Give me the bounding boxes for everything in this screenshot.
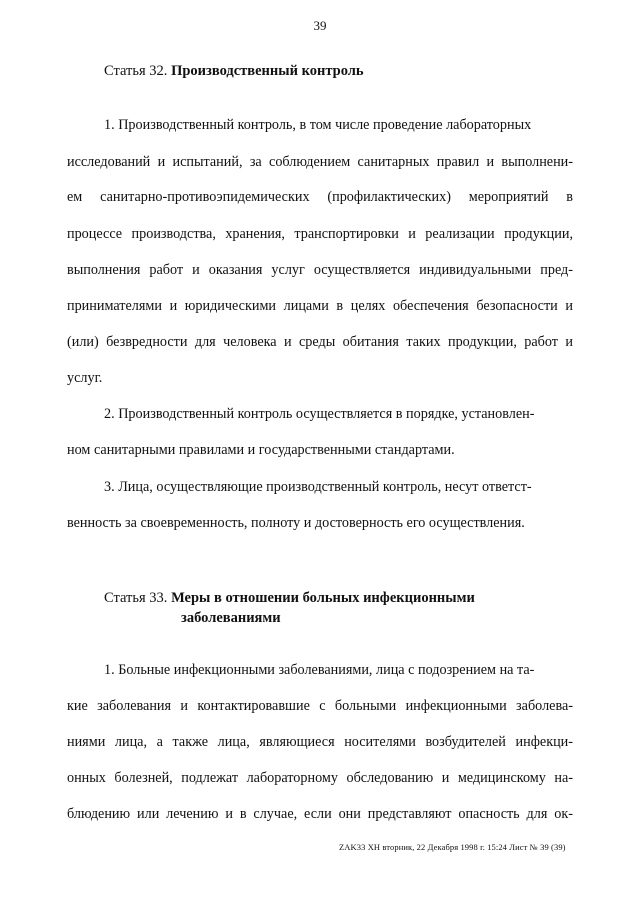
text-line: онных болезней, подлежат лабораторному обследованию и медицинскому на- xyxy=(67,770,573,786)
text-line: кие заболевания и контактировавшие с больными инфекционными заболева- xyxy=(67,698,573,714)
article-33-title-continued xyxy=(181,607,281,629)
article-33-title-line1: Меры в отношении больных инфекционными xyxy=(171,590,475,606)
text-line: ном санитарными правилами и государственными стандартами. xyxy=(67,442,455,458)
text-line: выполнения работ и оказания услуг осуществляется индивидуальными пред- xyxy=(67,262,573,278)
article-32-heading xyxy=(104,60,364,82)
text-line: ниями лица, а также лица, являющиеся носителями возбудителей инфекци- xyxy=(67,734,573,750)
text-line: (или) безвредности для человека и среды обитания таких продукции, работ и xyxy=(67,334,573,350)
text-line: блюдению или лечению и в случае, если они представляют опасность для ок- xyxy=(67,806,573,822)
page-number: 39 xyxy=(313,18,327,33)
article-33-title-line2: заболеваниями xyxy=(181,610,281,626)
text-line: 1. Больные инфекционными заболеваниями, лица с подозрением на та- xyxy=(104,662,535,678)
text-line: процессе производства, хранения, транспортировки и реализации продукции, xyxy=(67,226,573,242)
text-line: услуг. xyxy=(67,370,103,386)
text-line: венность за своевременность, полноту и достоверность его осуществления. xyxy=(67,515,525,531)
text-line: принимателями и юридическими лицами в целях обеспечения безопасности и xyxy=(67,298,573,314)
text-line: ем санитарно-противоэпидемических (профилактических) мероприятий в xyxy=(67,189,573,205)
text-line: исследований и испытаний, за соблюдением санитарных правил и выполнени- xyxy=(67,154,573,170)
article-32-title: Производственный контроль xyxy=(171,63,364,79)
text-line: 3. Лица, осуществляющие производственный контроль, несут ответст- xyxy=(104,479,532,495)
article-32-label: Статья 32. xyxy=(104,63,168,79)
article-33-heading xyxy=(104,587,475,609)
text-line: 1. Производственный контроль, в том числе проведение лабораторных xyxy=(104,117,532,133)
article-33-label: Статья 33. xyxy=(104,590,168,606)
print-footer: ZAK33 XH вторник, 22 Декабря 1998 г. 15:24 Лист № 39 (39) xyxy=(339,842,566,852)
text-line: 2. Производственный контроль осуществляется в порядке, установлен- xyxy=(104,406,535,422)
